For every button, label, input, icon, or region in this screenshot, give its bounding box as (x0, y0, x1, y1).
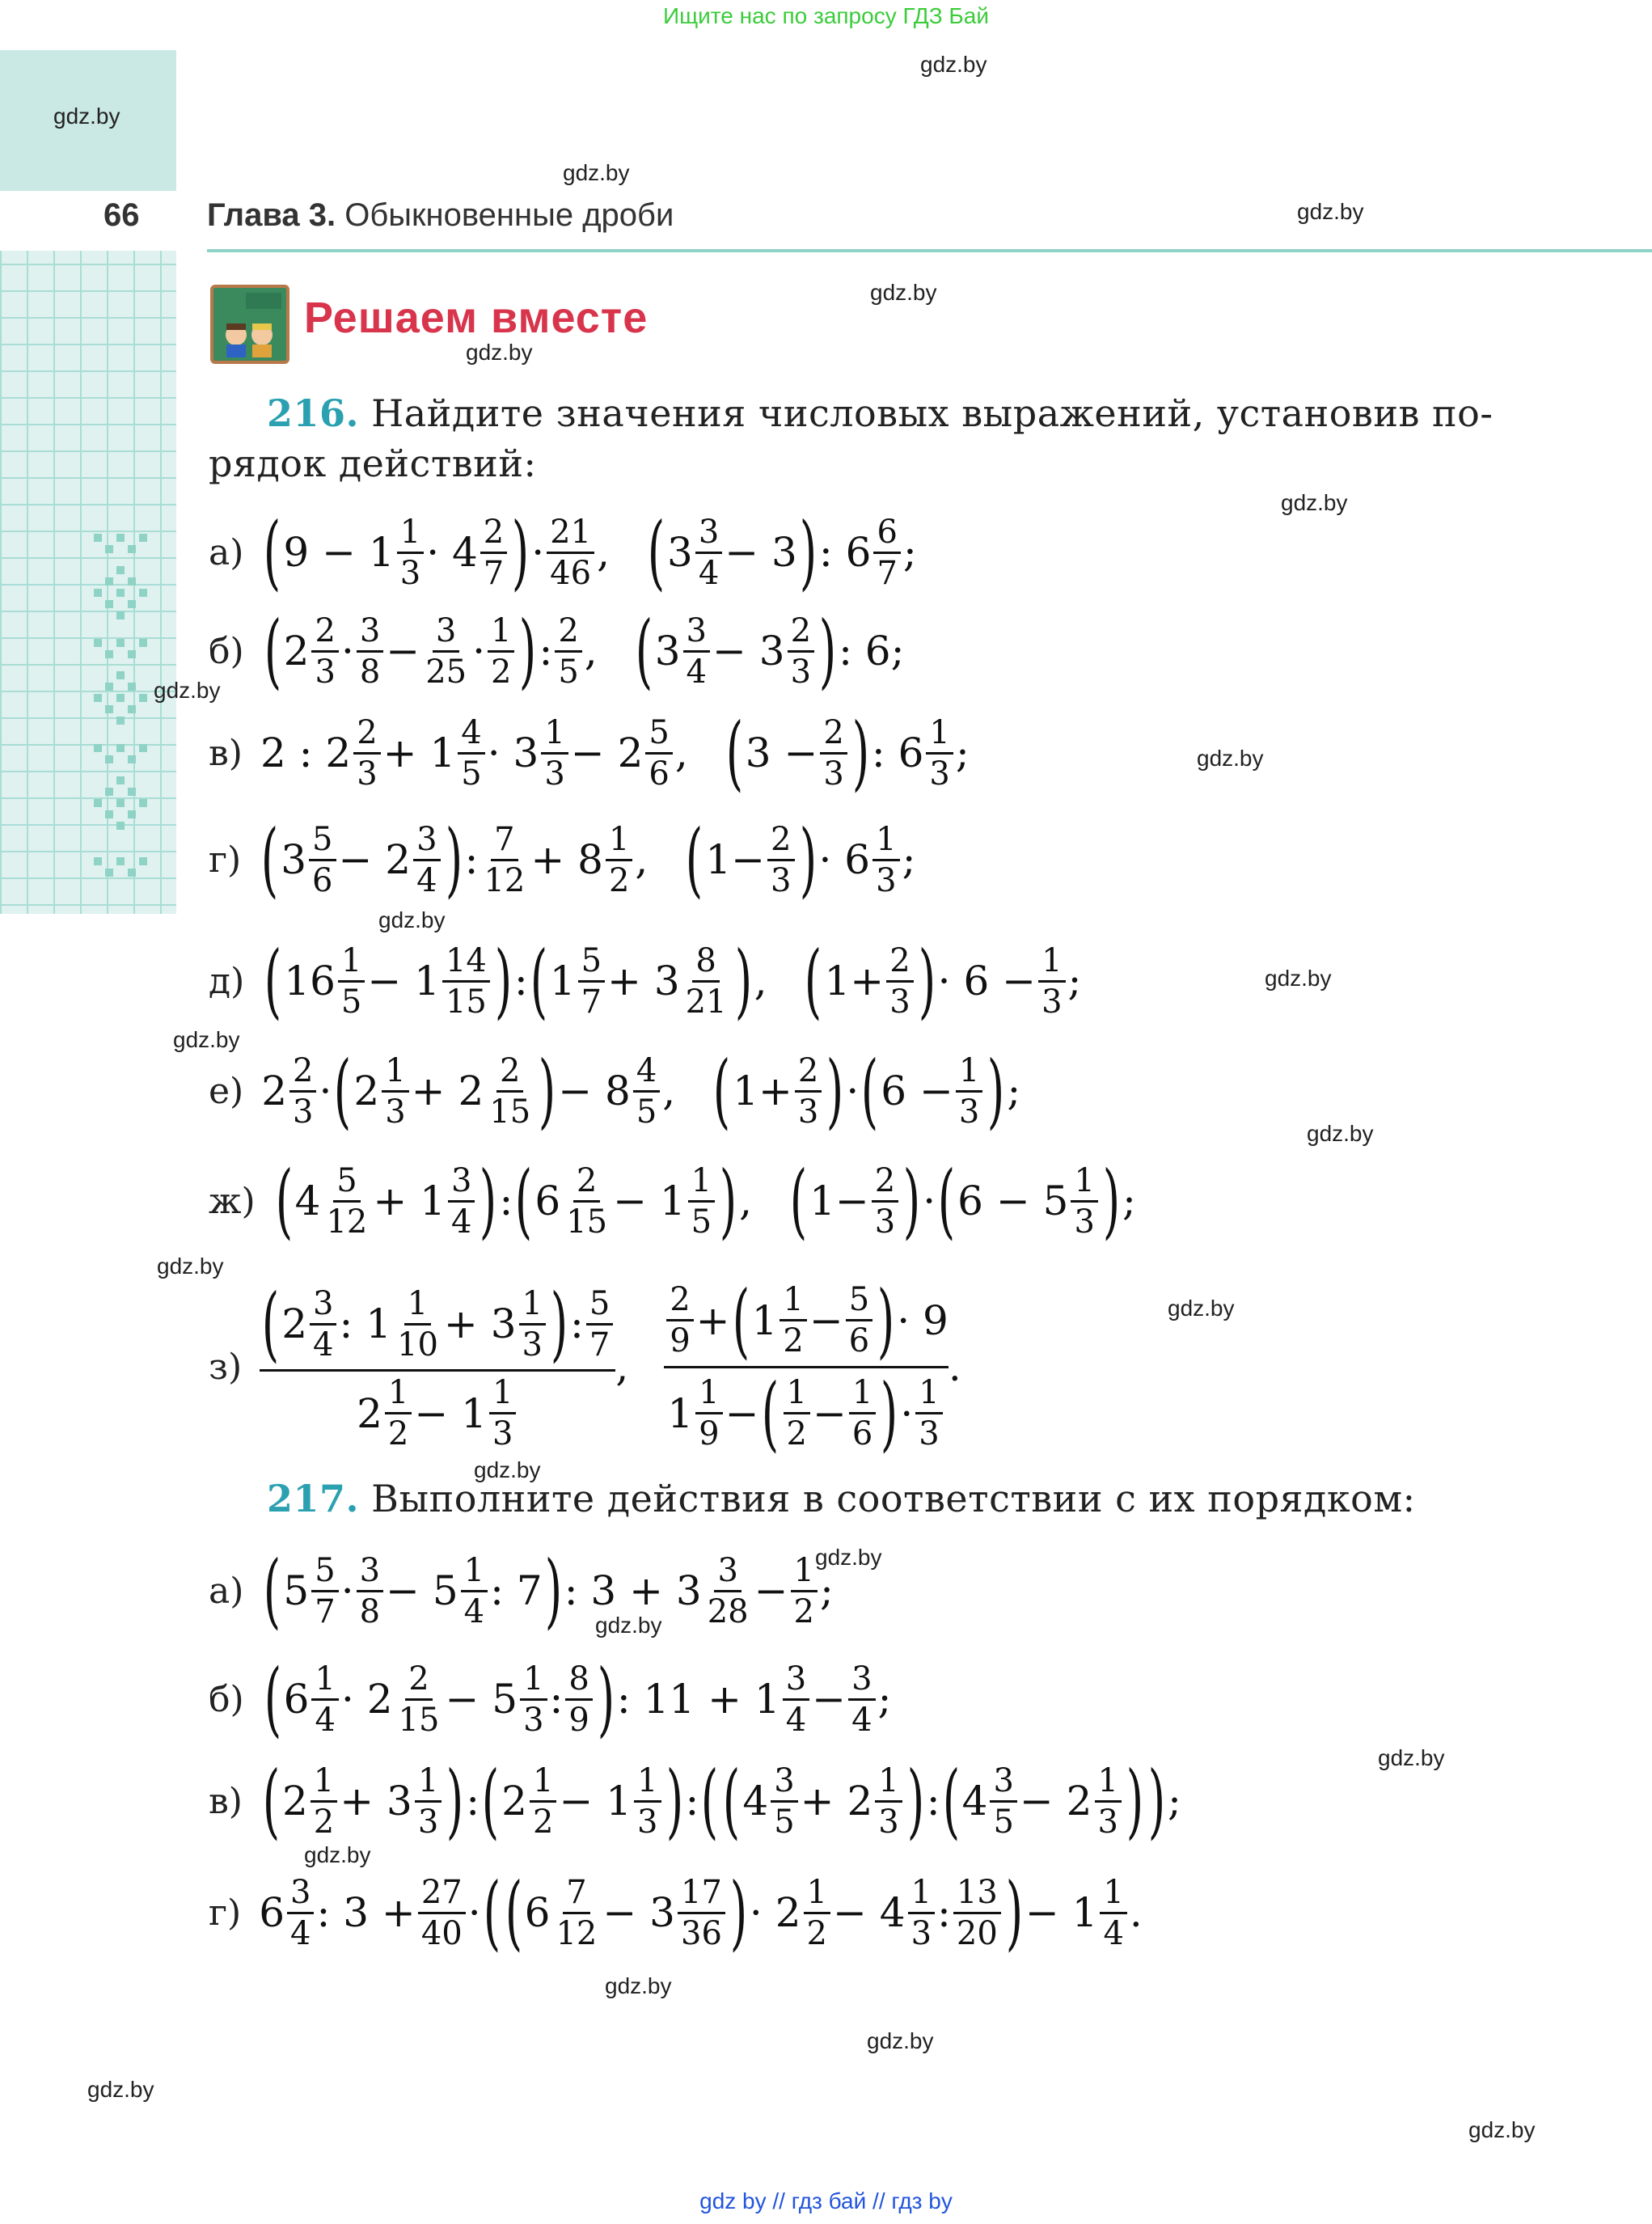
expr-216-zh: ж) ( 4 5 12 + 1 3 4 ) : ( 6 2 15 − 1 1 5 ) , ( 1− 2 3 ) · ( 6 − 5 1 3 ) ; (209, 1153, 1136, 1248)
header-rule (207, 249, 1652, 252)
label-216-e: е) (209, 1070, 244, 1112)
chapter-number: Глава 3. (207, 197, 336, 233)
watermark: gdz.by (1168, 1296, 1235, 1321)
task-217-line (267, 1477, 1416, 1520)
expr-216-z: з) ( 2 3 4 : 1 1 10 + 3 1 3 ) : 5 7 2 1 2 − 1 1 3 , 2 9 + ( 1 1 2 − 5 6 ) · 9 1 1 9 − ( 1 2 − 1 6 ) · 1 3 . (209, 1272, 961, 1461)
watermark: gdz.by (466, 340, 533, 365)
section-title: Решаем вместе (304, 294, 649, 342)
watermark: gdz.by (378, 907, 446, 932)
expr-216-b: б) ( 2 2 3 · 3 8 − 3 25 · 1 2 ) : 2 5 , ( 3 3 4 − 3 2 3 ) : 6; (209, 603, 905, 698)
watermark: gdz.by (1378, 1745, 1445, 1770)
expr-217-v: в) ( 2 1 2 + 3 1 3 ) : ( 2 1 2 − 1 1 3 ) : ( ( 4 3 5 + 2 1 3 ) : ( 4 3 5 − 2 1 3 ) ) ; (209, 1753, 1181, 1848)
expr-216-v: в) 2 : 2 2 3 + 1 4 5 · 3 1 3 − 2 5 6 , ( 3 − 2 3 ) : 6 1 3 ; (209, 705, 970, 800)
label-216-v: в) (209, 732, 243, 774)
top-note: Ищите нас по запросу ГДЗ Бай (662, 3, 990, 28)
task-216-number: 216. (267, 391, 360, 435)
watermark: gdz.by (474, 1457, 541, 1482)
watermark: gdz.by (815, 1545, 882, 1570)
task-216-line1 (267, 391, 1493, 435)
expr-216-a: а) ( 9 − 1 1 3 · 4 2 7 ) · 21 46 , ( 3 3 4 − 3 ) : 6 6 7 ; (209, 505, 917, 599)
watermark: gdz.by (173, 1027, 240, 1052)
expr-216-d: д) ( 16 1 5 − 1 14 15 ) : ( 1 5 7 + 3 8 21 ) , ( 1+ 2 3 ) · 6 − 1 3 ; (209, 933, 1082, 1028)
label-216-g: г) (209, 839, 242, 881)
watermark: gdz.by (87, 2077, 154, 2102)
watermark: gdz.by (605, 1973, 672, 1998)
watermark: gdz.by (1197, 746, 1264, 771)
bottom-note: gdz by // гдз бай // гдз by (699, 2188, 953, 2213)
expr-217-g: г) 6 3 4 : 3 + 27 40 · ( ( 6 7 12 − 3 17 36 ) · 2 1 2 − 4 1 3 : 13 20 ) − 1 1 4 . (209, 1865, 1143, 1960)
label-217-g: г) (209, 1892, 242, 1934)
watermark: gdz.by (304, 1842, 371, 1867)
expr-217-a: а) ( 5 5 7 · 3 8 − 5 1 4 : 7 ) : 3 + 3 3 28 − 1 2 ; (209, 1543, 834, 1638)
chapter-header (207, 197, 674, 234)
task-217-text: Выполните действия в соответствии с их порядком: (371, 1477, 1416, 1520)
task-216-line2: рядок действий: (209, 442, 537, 485)
label-217-b: б) (209, 1678, 244, 1720)
expr-217-b: б) ( 6 1 4 · 2 2 15 − 5 1 3 : 8 9 ) : 11 + 1 3 4 − 3 4 ; (209, 1651, 892, 1746)
expr-216-g: г) ( 3 5 6 − 2 3 4 ) : 7 12 + 8 1 2 , ( 1− 2 3 ) · 6 1 3 ; (209, 812, 916, 907)
watermark: gdz.by (870, 280, 937, 305)
watermark: gdz.by (595, 1613, 662, 1638)
label-217-a: а) (209, 1570, 244, 1612)
page-number: 66 (104, 197, 140, 233)
ornament-icon (94, 534, 147, 906)
watermark: gdz.by (157, 1254, 224, 1279)
watermark: gdz.by (867, 2028, 934, 2053)
watermark: gdz.by (154, 678, 221, 703)
task-216-text: Найдите значения числовых выражений, установив по- (371, 391, 1494, 435)
label-216-a: а) (209, 531, 244, 573)
label-216-zh: ж) (209, 1180, 256, 1222)
watermark: gdz.by (53, 104, 120, 129)
watermark: gdz.by (1281, 490, 1348, 515)
watermark: gdz.by (1297, 199, 1364, 224)
watermark: gdz.by (1265, 966, 1332, 991)
label-216-d: д) (209, 960, 245, 1002)
label-216-z: з) (209, 1346, 243, 1388)
label-217-v: в) (209, 1780, 243, 1822)
watermark: gdz.by (1307, 1121, 1374, 1146)
task-217-number: 217. (267, 1477, 360, 1520)
watermark: gdz.by (563, 160, 630, 185)
chapter-title: Обыкновенные дроби (344, 197, 674, 233)
label-216-b: б) (209, 630, 244, 672)
watermark: gdz.by (1468, 2117, 1536, 2142)
expr-216-e: е) 2 2 3 · ( 2 1 3 + 2 2 15 ) − 8 4 5 , ( 1+ 2 3 ) · ( 6 − 1 3 ) ; (209, 1043, 1021, 1138)
classroom-icon (210, 285, 289, 364)
watermark: gdz.by (920, 52, 987, 77)
page-number-box (0, 191, 176, 251)
